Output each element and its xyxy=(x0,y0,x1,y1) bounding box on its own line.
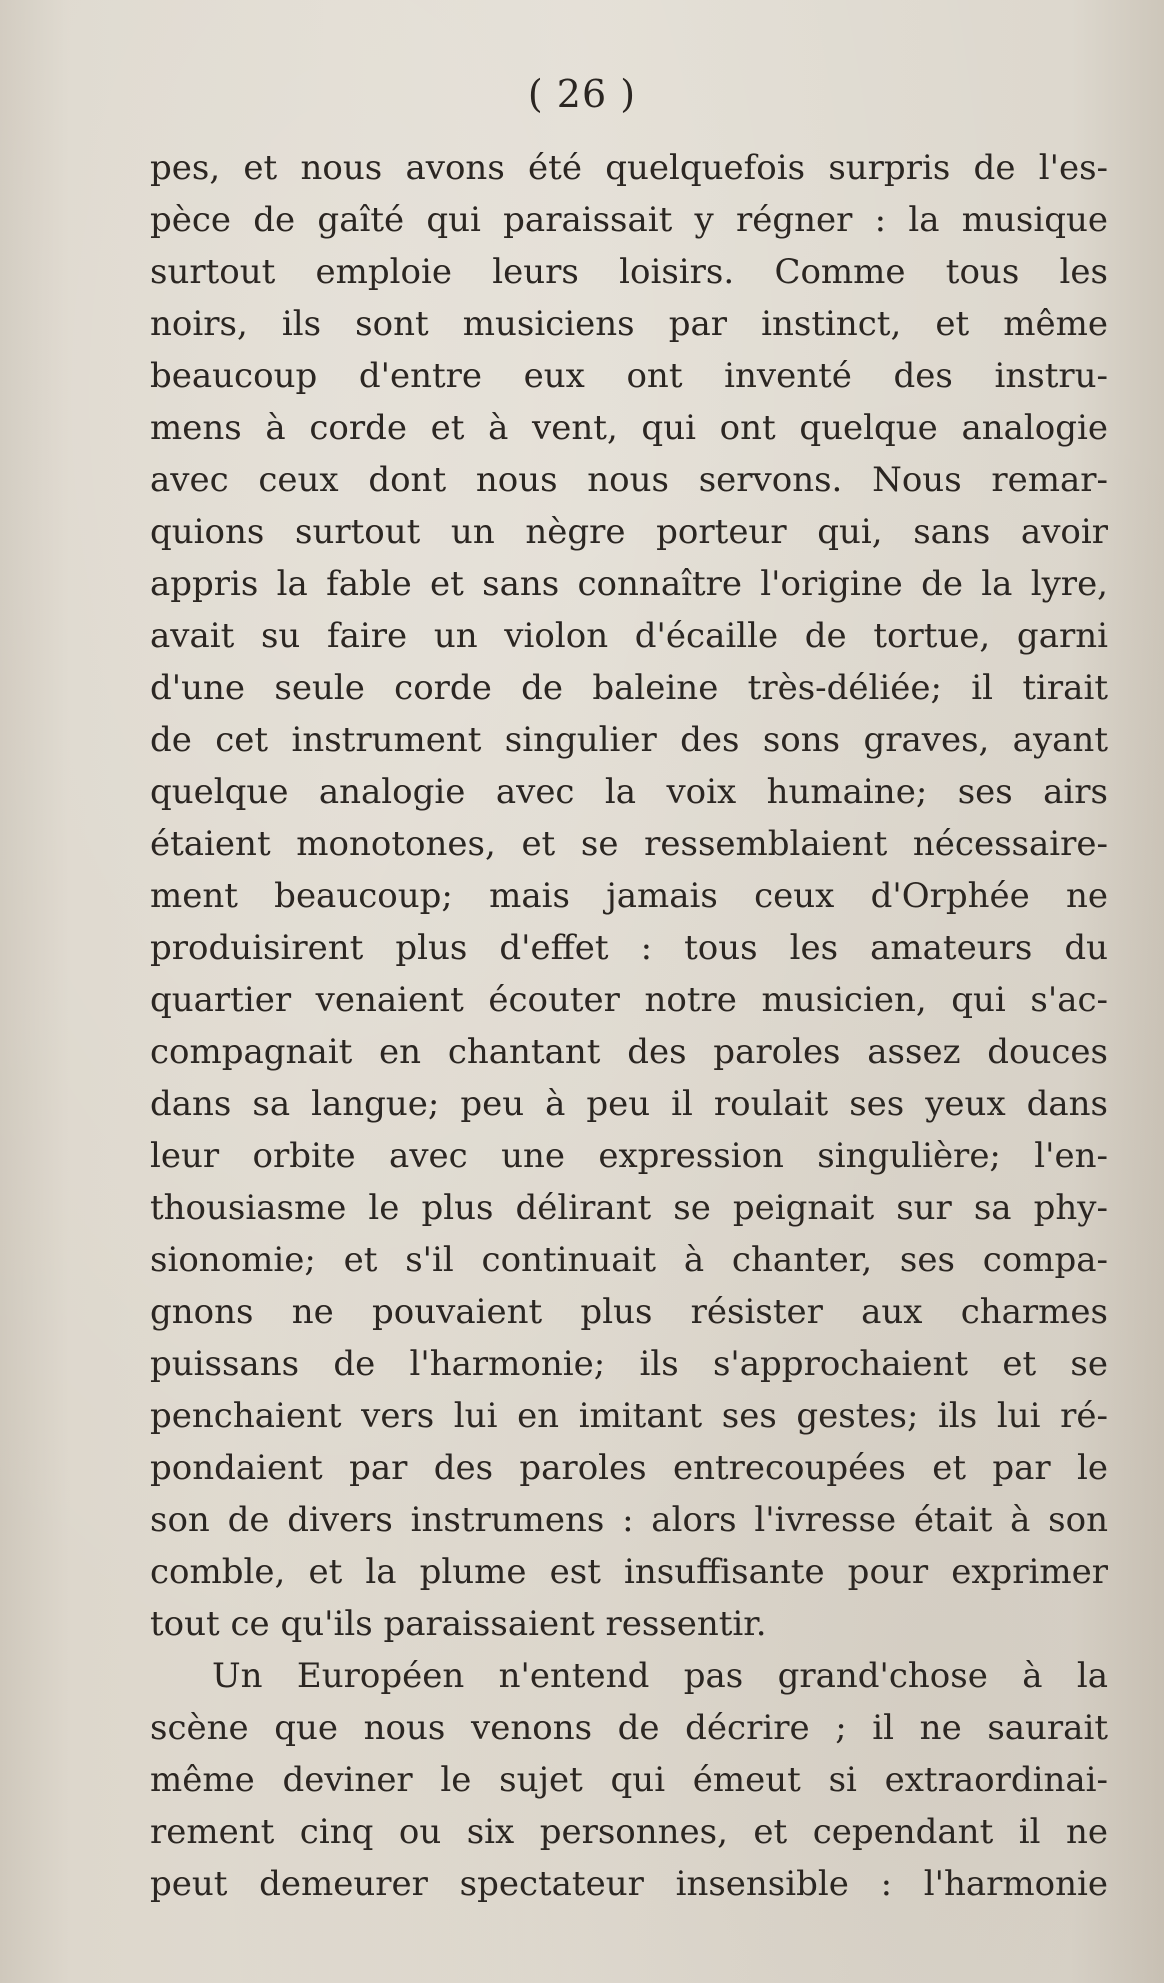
text-line: noirs, ils sont musiciens par instinct, et même xyxy=(150,304,1108,344)
page-number: ( 26 ) xyxy=(527,72,637,116)
text-line: beaucoup d'entre eux ont inventé des instru- xyxy=(150,356,1108,396)
text-line: produisirent plus d'effet : tous les amateurs du xyxy=(150,928,1108,968)
text-line: leur orbite avec une expression singulière; l'en- xyxy=(150,1136,1108,1176)
paragraph-start-line: Un Européen n'entend pas grand'chose à la xyxy=(212,1656,1108,1696)
text-line: quelque analogie avec la voix humaine; ses airs xyxy=(150,772,1108,812)
text-line: comble, et la plume est insuffisante pour exprimer xyxy=(150,1552,1108,1592)
text-line: avait su faire un violon d'écaille de tortue, garni xyxy=(150,616,1108,656)
text-line: surtout emploie leurs loisirs. Comme tous les xyxy=(150,252,1108,292)
text-line: étaient monotones, et se ressemblaient nécessaire- xyxy=(150,824,1108,864)
text-line: avec ceux dont nous nous servons. Nous remar- xyxy=(150,460,1108,500)
text-line: gnons ne pouvaient plus résister aux charmes xyxy=(150,1292,1108,1332)
body-text xyxy=(150,142,1108,1910)
text-line: d'une seule corde de baleine très-déliée; il tirait xyxy=(150,668,1108,708)
text-line: son de divers instrumens : alors l'ivresse était à son xyxy=(150,1500,1108,1540)
text-line: de cet instrument singulier des sons graves, ayant xyxy=(150,720,1108,760)
text-line: rement cinq ou six personnes, et cependant il ne xyxy=(150,1812,1108,1852)
text-line: quartier venaient écouter notre musicien, qui s'ac- xyxy=(150,980,1108,1020)
text-line: mens à corde et à vent, qui ont quelque analogie xyxy=(150,408,1108,448)
text-line: pes, et nous avons été quelquefois surpris de l'es- xyxy=(150,148,1108,188)
text-line: puissans de l'harmonie; ils s'approchaient et se xyxy=(150,1344,1108,1384)
text-line: dans sa langue; peu à peu il roulait ses yeux dans xyxy=(150,1084,1108,1124)
text-line: ment beaucoup; mais jamais ceux d'Orphée ne xyxy=(150,876,1108,916)
text-line: même deviner le sujet qui émeut si extraordinai- xyxy=(150,1760,1108,1800)
text-line: pèce de gaîté qui paraissait y régner : la musique xyxy=(150,200,1108,240)
text-line: quions surtout un nègre porteur qui, sans avoir xyxy=(150,512,1108,552)
paragraph-end-line: tout ce qu'ils paraissaient ressentir. xyxy=(150,1604,767,1644)
text-line: compagnait en chantant des paroles assez douces xyxy=(150,1032,1108,1072)
text-line: peut demeurer spectateur insensible : l'harmonie xyxy=(150,1864,1108,1904)
text-line: penchaient vers lui en imitant ses gestes; ils lui ré- xyxy=(150,1396,1108,1436)
text-line: sionomie; et s'il continuait à chanter, ses compa- xyxy=(150,1240,1108,1280)
text-line: thousiasme le plus délirant se peignait sur sa phy- xyxy=(150,1188,1108,1228)
text-line: pondaient par des paroles entrecoupées et par le xyxy=(150,1448,1108,1488)
text-line: scène que nous venons de décrire ; il ne saurait xyxy=(150,1708,1108,1748)
text-line: appris la fable et sans connaître l'origine de la lyre, xyxy=(150,564,1108,604)
